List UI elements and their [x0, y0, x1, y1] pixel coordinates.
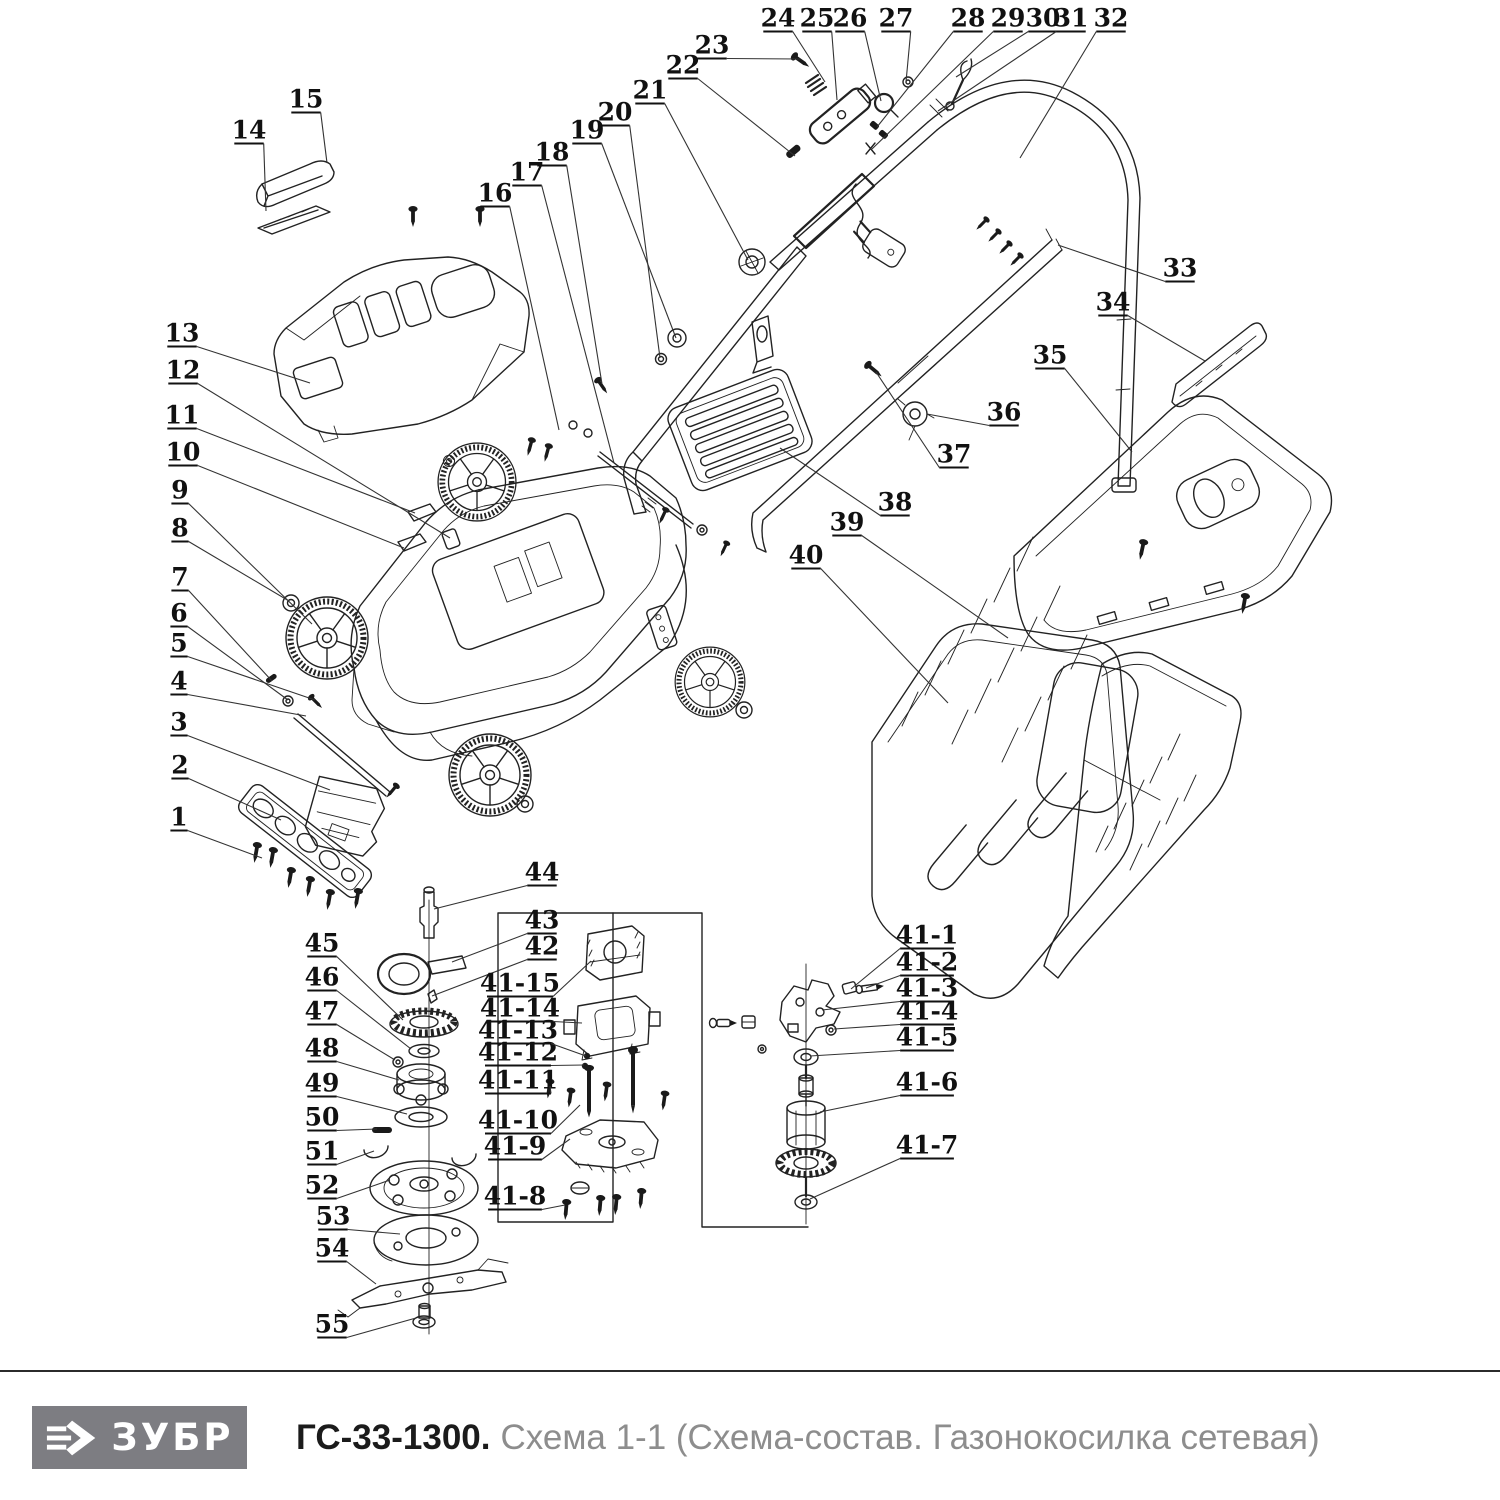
fasteners-handle: [974, 215, 1025, 268]
strip-drawing: [1172, 323, 1266, 407]
callout-50: [305, 1103, 377, 1132]
callout-number: 20: [597, 97, 633, 127]
callout-number: 48: [304, 1033, 340, 1063]
callout-number: 26: [832, 3, 868, 33]
callout-number: 29: [990, 3, 1026, 33]
callout-leader-line: [1058, 245, 1165, 282]
rotor-assembly-drawing: [710, 964, 885, 1224]
callout-number: 15: [288, 84, 324, 114]
callout-20: [598, 98, 660, 359]
callout-leader-line: [188, 627, 288, 701]
callout-number: 41-15: [480, 968, 560, 998]
fasteners-top: [408, 206, 484, 227]
callout-27: [879, 4, 914, 83]
callout-number: 41-11: [478, 1065, 558, 1095]
mower-deck-drawing: [351, 467, 686, 761]
callout-number: 25: [799, 3, 835, 33]
callout-number: 43: [524, 905, 560, 935]
zubr-arrow-icon: [45, 1418, 103, 1458]
callout-3: [170, 708, 330, 791]
callout-40: [789, 541, 948, 704]
callout-leader-line: [602, 144, 676, 339]
callout-8: [171, 514, 289, 602]
callout-leader-line: [347, 1318, 416, 1338]
callout-number: 53: [315, 1201, 351, 1231]
callout-41-11: [478, 1066, 558, 1095]
callout-number: 41-7: [895, 1130, 959, 1160]
callout-leader-line: [834, 1025, 900, 1030]
console-cover-drawing: [274, 257, 529, 442]
callout-number: 41-8: [483, 1181, 547, 1211]
callout-number: 41-10: [478, 1105, 558, 1135]
callout-number: 8: [171, 513, 189, 543]
brand-name: ЗУБР: [111, 1416, 234, 1459]
callout-34: [1096, 288, 1205, 362]
callout-leader-line: [862, 536, 1008, 639]
callout-leader-line: [872, 32, 993, 150]
callout-number: 41-5: [895, 1022, 959, 1052]
callout-2: [171, 751, 281, 821]
callout-leader-line: [865, 32, 881, 102]
callout-number: 14: [231, 115, 267, 145]
callout-number: 30: [1025, 3, 1061, 33]
callout-leader-line: [876, 372, 939, 468]
callout-leader-line: [542, 186, 614, 464]
callout-11: [165, 401, 415, 514]
callout-number: 41-13: [478, 1015, 558, 1045]
callout-number: 27: [878, 3, 914, 33]
callout-leader-line: [337, 1151, 374, 1165]
callout-leader-line: [337, 991, 411, 1050]
callout-number: 36: [986, 397, 1022, 427]
motor-assembly-drawing: [543, 926, 669, 1220]
callout-leader-line: [832, 32, 837, 101]
callout-number: 47: [304, 996, 340, 1026]
callout-leader-line: [264, 144, 266, 212]
callout-number: 41-14: [480, 993, 560, 1023]
callout-leader-line: [727, 59, 800, 60]
callout-leader-line: [510, 207, 559, 431]
callout-41-10: [478, 1105, 580, 1135]
callout-23: [695, 31, 800, 60]
callout-leader-line: [822, 1002, 900, 1011]
callout-number: 2: [171, 750, 189, 780]
callout-number: 41-2: [895, 947, 959, 977]
callout-number: 1: [170, 802, 188, 832]
callout-number: 33: [1162, 253, 1198, 283]
callout-41-8: [484, 1182, 565, 1211]
callout-number: 44: [524, 857, 560, 887]
callout-leader-line: [956, 32, 1028, 78]
callout-leader-line: [820, 1096, 900, 1113]
callout-9: [171, 476, 312, 625]
callout-number: 23: [694, 30, 730, 60]
callout-19: [570, 116, 676, 339]
callout-number: 10: [165, 437, 201, 467]
callout-number: 52: [304, 1170, 340, 1200]
callout-number: 39: [829, 507, 865, 537]
callout-number: 55: [314, 1309, 350, 1339]
callout-leader-line: [938, 32, 1056, 112]
callout-leader-line: [630, 126, 660, 359]
callout-leader-line: [810, 1159, 900, 1200]
callout-number: 45: [304, 928, 340, 958]
callout-22: [666, 51, 795, 157]
callout-number: 50: [304, 1102, 340, 1132]
schema-subtitle: Схема 1-1 (Схема-состав. Газонокосилка сетевая): [500, 1417, 1320, 1457]
callout-18: [535, 138, 602, 385]
callout-number: 17: [509, 157, 545, 187]
callout-leader-line: [198, 466, 404, 549]
callout-41-15: [480, 961, 591, 998]
callout-41-14: [480, 994, 582, 1024]
callout-41-9: [484, 1132, 570, 1161]
callout-number: 41-6: [895, 1067, 959, 1097]
callout-number: 51: [304, 1136, 340, 1166]
callout-leader-line: [551, 1065, 584, 1066]
callout-41-6: [820, 1068, 958, 1113]
callout-number: 22: [665, 50, 701, 80]
callout-15: [289, 85, 327, 164]
callout-37: [876, 372, 971, 469]
callout-44: [434, 858, 559, 910]
callout-26: [833, 4, 881, 102]
callout-leader-line: [821, 569, 948, 704]
callout-number: 4: [170, 666, 188, 696]
callout-14: [232, 116, 267, 212]
callout-number: 41-9: [483, 1131, 547, 1161]
callout-number: 35: [1032, 340, 1068, 370]
callout-number: 41-3: [895, 973, 959, 1003]
callout-number: 11: [164, 400, 200, 430]
callout-leader-line: [188, 657, 315, 701]
callout-leader-line: [188, 695, 306, 717]
callout-number: 6: [170, 598, 188, 628]
deck-hardware: [524, 249, 765, 558]
callout-leader-line: [337, 1180, 390, 1199]
callout-leader-line: [337, 1129, 377, 1131]
callout-leader-line: [189, 504, 312, 625]
control-lid-drawing: [664, 316, 934, 494]
callout-leader-line: [197, 347, 310, 384]
callout-39: [830, 508, 1008, 639]
callout-10: [166, 438, 404, 549]
callout-number: 37: [936, 439, 972, 469]
callout-layer: [165, 4, 1205, 1339]
footer: [0, 1370, 1500, 1500]
callout-leader-line: [434, 886, 527, 910]
callout-number: 41-12: [478, 1037, 558, 1067]
callout-35: [1033, 341, 1132, 453]
callout-33: [1058, 245, 1197, 283]
callout-number: 28: [950, 3, 986, 33]
callout-17: [510, 158, 614, 464]
callout-number: 18: [534, 137, 570, 167]
callout-leader-line: [452, 934, 527, 963]
callout-number: 21: [632, 75, 668, 105]
callout-number: 7: [171, 562, 189, 592]
callout-number: 34: [1095, 287, 1131, 317]
callout-21: [633, 76, 748, 261]
callout-53: [316, 1202, 400, 1235]
callout-41-5: [810, 1023, 958, 1057]
callout-12: [166, 356, 450, 539]
callout-leader-line: [337, 1097, 407, 1115]
mount-parts-drawing: [235, 673, 401, 911]
power-cord-plug-drawing: [848, 184, 908, 270]
callout-number: 32: [1093, 3, 1129, 33]
callout-leader-line: [197, 429, 415, 514]
rear-panel-drawing: [1014, 396, 1332, 650]
callout-number: 40: [788, 540, 824, 570]
callout-leader-line: [337, 1062, 399, 1081]
callout-number: 41-4: [895, 996, 959, 1026]
callout-number: 31: [1053, 3, 1089, 33]
callout-number: 41-1: [895, 920, 959, 950]
model-number: ГС-33-1300.: [296, 1417, 491, 1457]
callout-number: 38: [877, 487, 913, 517]
callout-leader-line: [877, 32, 953, 128]
callout-number: 54: [314, 1233, 350, 1263]
callout-number: 12: [165, 355, 201, 385]
callout-54: [315, 1234, 376, 1285]
callout-number: 19: [569, 115, 605, 145]
callout-leader-line: [1128, 316, 1205, 362]
callout-number: 9: [171, 475, 189, 505]
schema-title: [296, 1406, 1320, 1469]
callout-leader-line: [348, 1230, 400, 1235]
callout-leader-line: [188, 831, 262, 859]
callout-number: 16: [477, 178, 513, 208]
callout-leader-line: [906, 32, 911, 83]
callout-number: 13: [164, 318, 200, 348]
callout-55: [315, 1310, 416, 1339]
callout-leader-line: [780, 448, 880, 516]
callout-leader-line: [1020, 32, 1096, 159]
callout-number: 49: [304, 1068, 340, 1098]
callout-number: 42: [524, 931, 560, 961]
callout-number: 24: [760, 3, 796, 33]
callout-leader-line: [347, 1262, 376, 1285]
callout-leader-line: [698, 79, 795, 157]
cover-cap-drawing: [257, 161, 334, 234]
callout-leader-line: [927, 414, 989, 426]
callout-leader-line: [189, 542, 289, 602]
brand-logo: [32, 1406, 247, 1469]
callout-leader-line: [198, 384, 450, 539]
callout-1: [170, 803, 262, 859]
callout-leader-line: [851, 949, 900, 990]
callout-number: 5: [170, 628, 188, 658]
callout-38: [780, 448, 912, 517]
callout-leader-line: [189, 779, 281, 821]
callout-leader-line: [810, 1051, 900, 1057]
callout-number: 46: [304, 962, 340, 992]
callout-leader-line: [321, 113, 327, 164]
callout-36: [927, 398, 1021, 427]
callout-leader-line: [188, 736, 330, 791]
callout-number: 3: [170, 707, 188, 737]
callout-leader-line: [665, 104, 748, 261]
